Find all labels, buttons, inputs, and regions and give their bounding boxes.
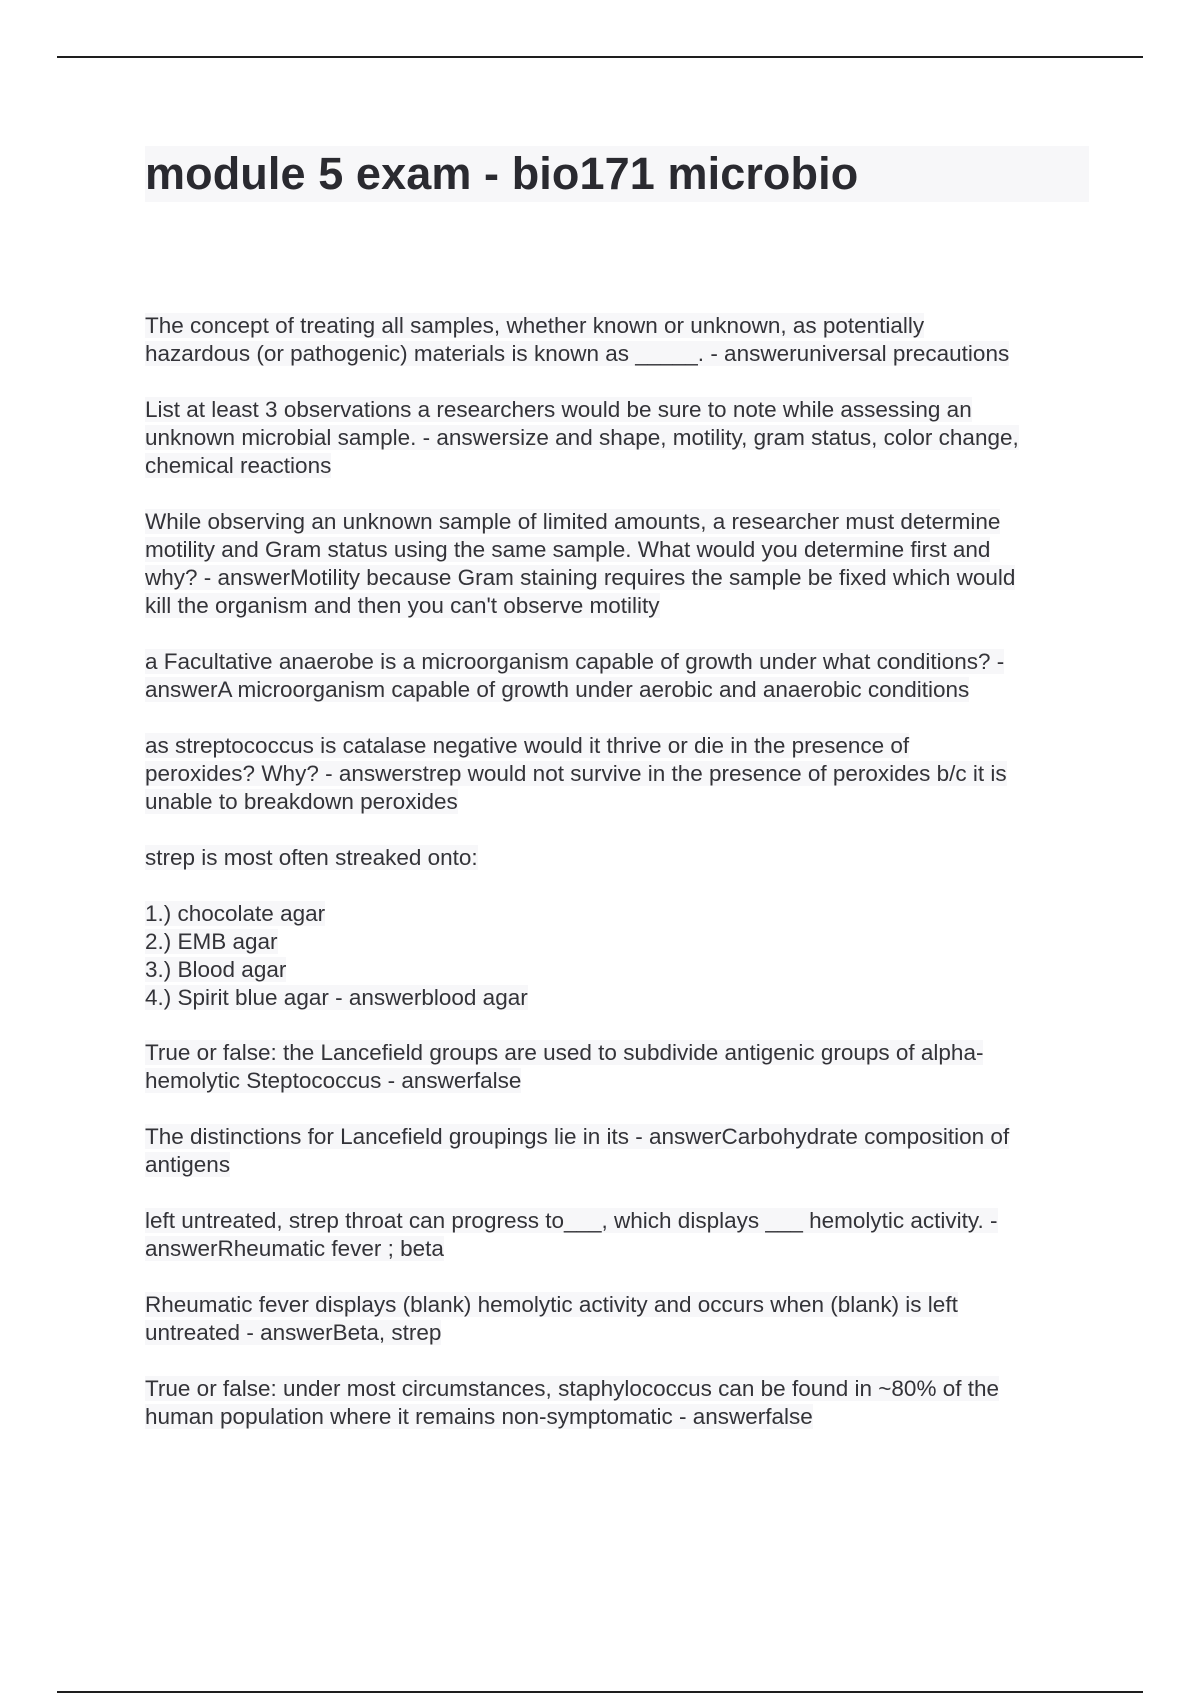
qa-item-4 xyxy=(145,648,1095,704)
text-line: True or false: under most circumstances, staphylococcus can be found in ~80% of the xyxy=(145,1376,999,1401)
qa-item-6-options xyxy=(145,900,1095,1012)
text-line: a Facultative anaerobe is a microorganism capable of growth under what conditions? - xyxy=(145,649,1005,674)
qa-item-3 xyxy=(145,508,1095,620)
text-line: The concept of treating all samples, whether known or unknown, as potentially xyxy=(145,313,925,338)
text-line: left untreated, strep throat can progress to___, which displays ___ hemolytic activity. - xyxy=(145,1208,998,1233)
top-divider xyxy=(57,56,1143,58)
text-line: chemical reactions xyxy=(145,453,332,478)
text-line: hemolytic Steptococcus - answerfalse xyxy=(145,1068,522,1093)
bottom-divider xyxy=(57,1691,1143,1693)
option-line: 4.) Spirit blue agar - answerblood agar xyxy=(145,985,528,1010)
text-line: motility and Gram status using the same sample. What would you determine first and xyxy=(145,537,991,562)
option-line: 1.) chocolate agar xyxy=(145,901,326,926)
text-line: answerRheumatic fever ; beta xyxy=(145,1236,444,1261)
qa-content xyxy=(145,312,1095,1459)
text-line: True or false: the Lancefield groups are used to subdivide antigenic groups of alpha- xyxy=(145,1040,984,1065)
qa-item-2 xyxy=(145,396,1095,480)
text-line: kill the organism and then you can't observe motility xyxy=(145,593,660,618)
option-line: 2.) EMB agar xyxy=(145,929,278,954)
text-line: as streptococcus is catalase negative would it thrive or die in the presence of xyxy=(145,733,910,758)
qa-item-5 xyxy=(145,732,1095,816)
text-line: strep is most often streaked onto: xyxy=(145,845,478,870)
qa-item-10 xyxy=(145,1291,1095,1347)
text-line: Rheumatic fever displays (blank) hemolytic activity and occurs when (blank) is left xyxy=(145,1292,958,1317)
text-line: List at least 3 observations a researchers would be sure to note while assessing an xyxy=(145,397,972,422)
document-title: module 5 exam - bio171 microbio xyxy=(145,148,859,199)
text-line: untreated - answerBeta, strep xyxy=(145,1320,442,1345)
text-line: peroxides? Why? - answerstrep would not survive in the presence of peroxides b/c it is xyxy=(145,761,1007,786)
text-line: antigens xyxy=(145,1152,231,1177)
text-line: The distinctions for Lancefield groupings lie in its - answerCarbohydrate composition of xyxy=(145,1124,1010,1149)
option-line: 3.) Blood agar xyxy=(145,957,287,982)
title-block xyxy=(145,146,1089,202)
qa-item-6-question xyxy=(145,844,1095,872)
text-line: why? - answerMotility because Gram staining requires the sample be fixed which would xyxy=(145,565,1016,590)
qa-item-1 xyxy=(145,312,1095,368)
qa-item-7 xyxy=(145,1039,1095,1095)
text-line: answerA microorganism capable of growth under aerobic and anaerobic conditions xyxy=(145,677,970,702)
text-line: unable to breakdown peroxides xyxy=(145,789,458,814)
qa-item-8 xyxy=(145,1123,1095,1179)
qa-item-9 xyxy=(145,1207,1095,1263)
text-line: While observing an unknown sample of limited amounts, a researcher must determine xyxy=(145,509,1001,534)
text-line: human population where it remains non-symptomatic - answerfalse xyxy=(145,1404,813,1429)
text-line: hazardous (or pathogenic) materials is known as _____. - answeruniversal precautions xyxy=(145,341,1010,366)
qa-item-11 xyxy=(145,1375,1095,1431)
text-line: unknown microbial sample. - answersize and shape, motility, gram status, color change, xyxy=(145,425,1019,450)
